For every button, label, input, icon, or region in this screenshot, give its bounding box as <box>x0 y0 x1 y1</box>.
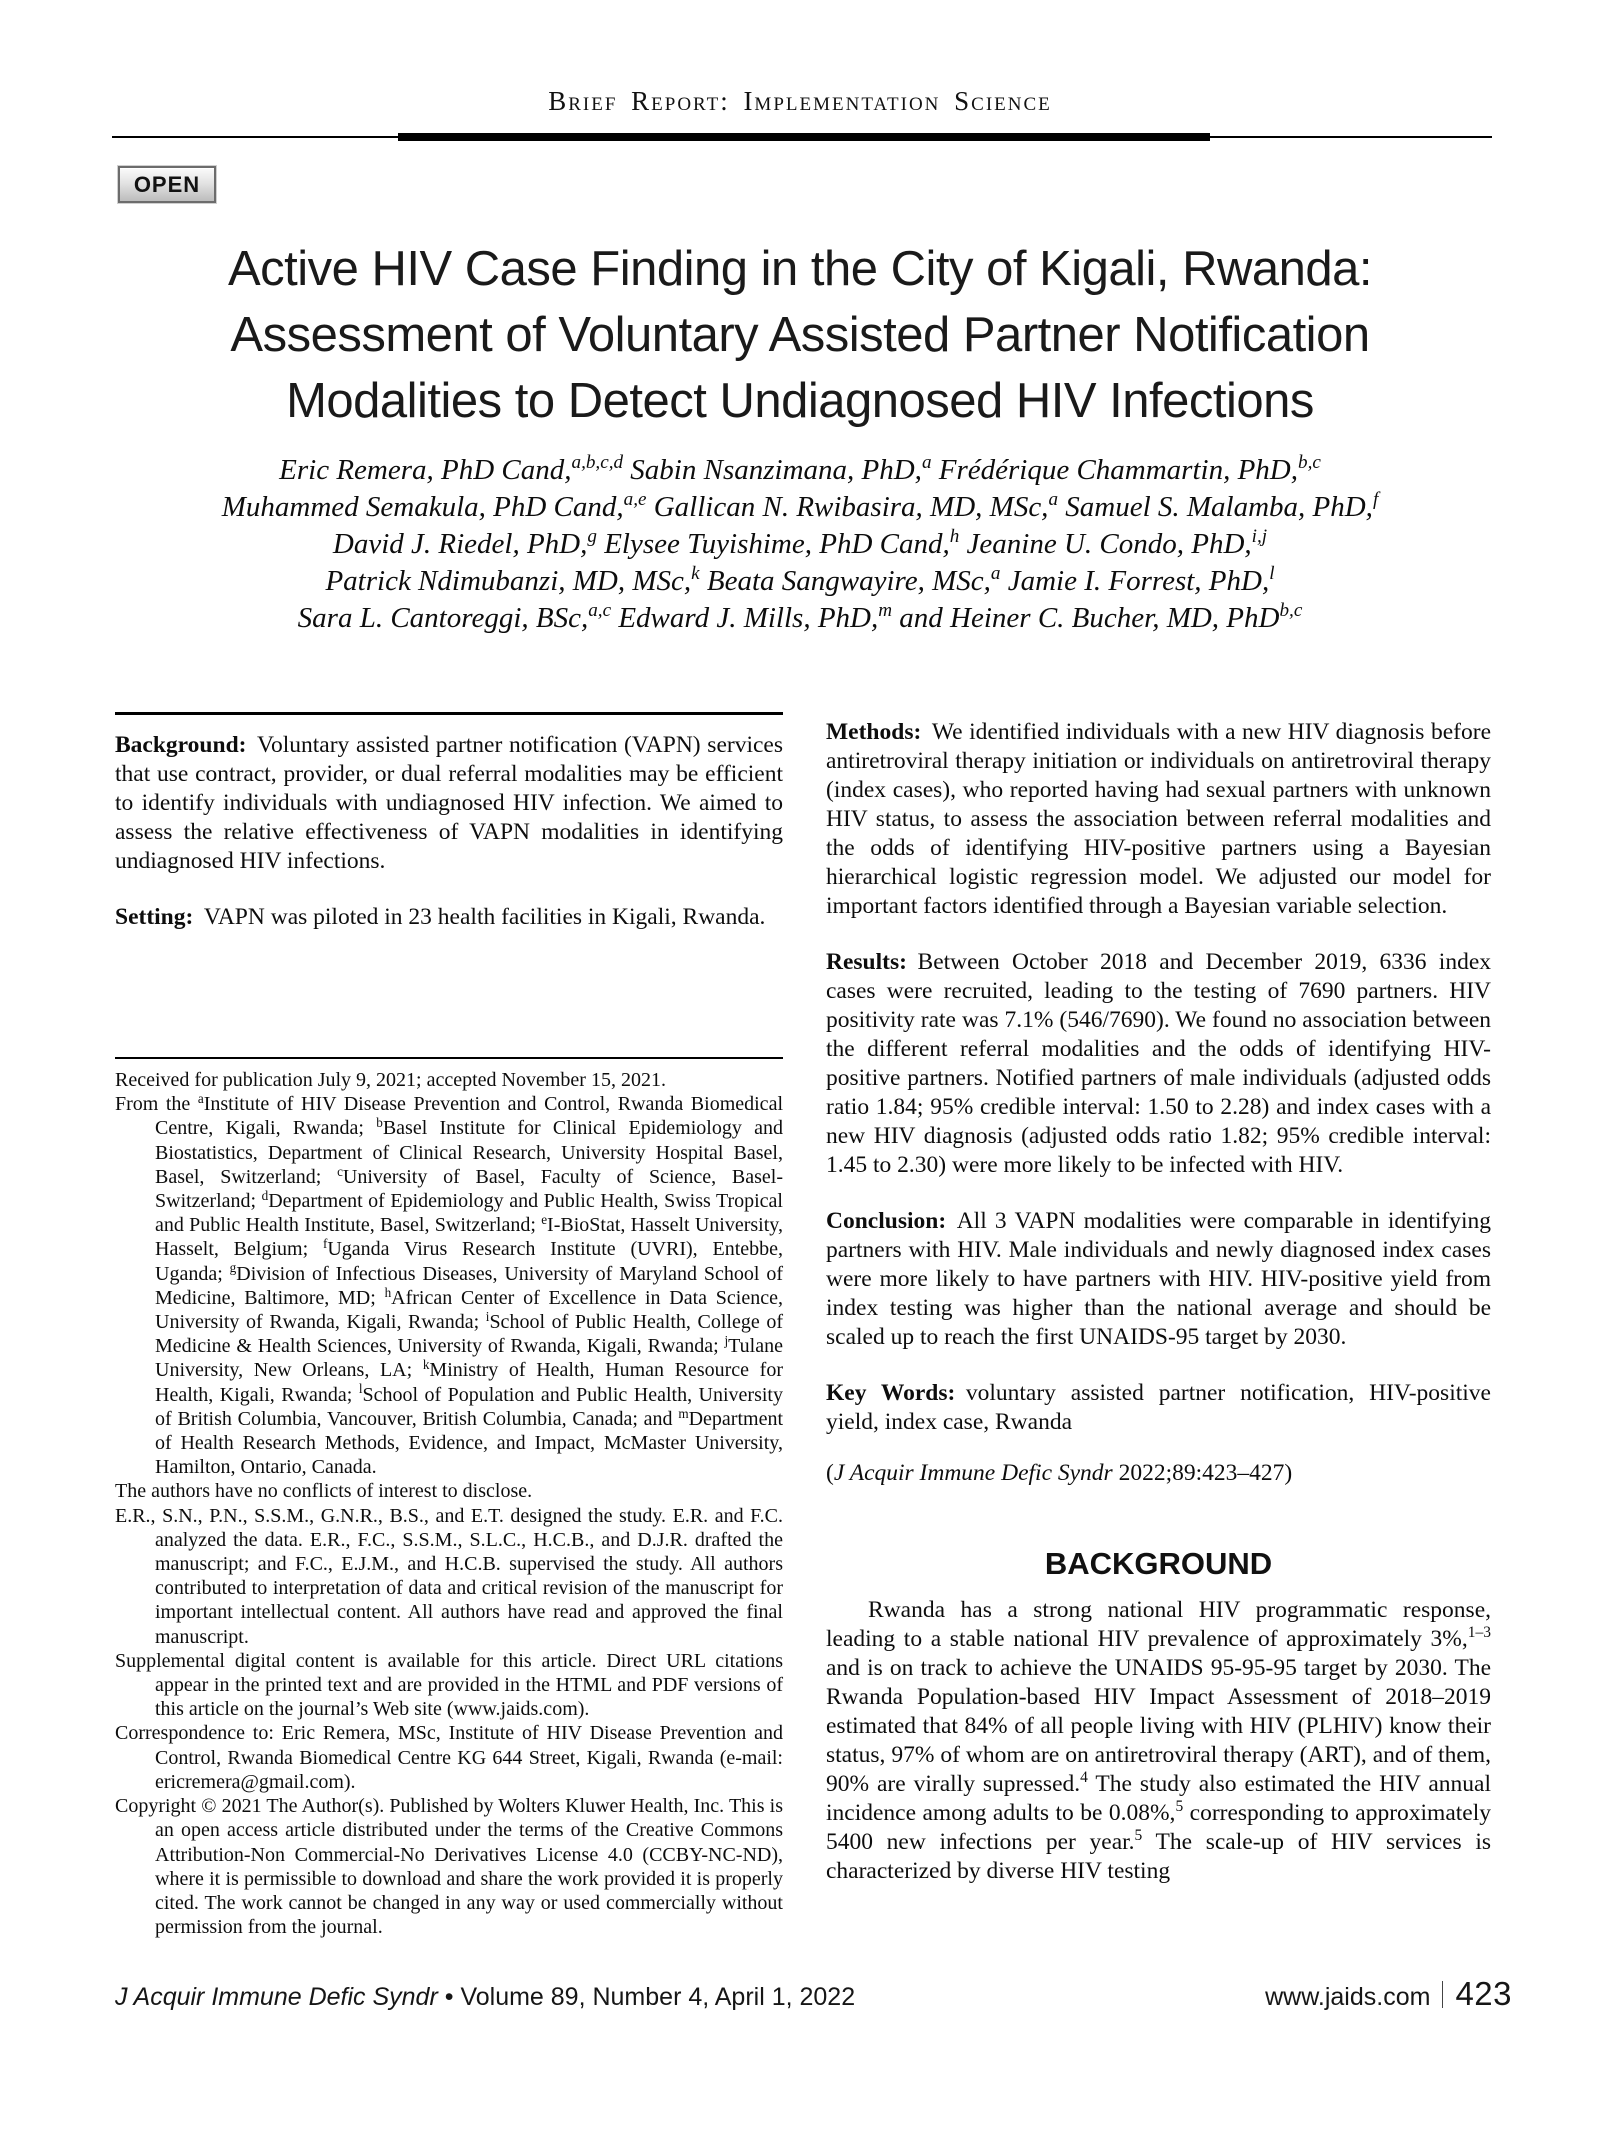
abstract-section-methods <box>826 718 1491 921</box>
abstract-text-setting: VAPN was piloted in 23 health facilities in Kigali, Rwanda. <box>203 904 766 930</box>
article-title-line-3: Modalities to Detect Undiagnosed HIV Infections <box>286 374 1314 428</box>
journal-section-header: Brief Report: Implementation Science <box>548 86 1052 116</box>
header-rule <box>112 133 1492 141</box>
background-paragraph: Rwanda has a strong national HIV programmatic response, leading to a stable national HIV prevalence of approximately 3%,$^{1-3}$ and is on track to achieve the UNAIDS 95-95-95 target by 2030. The Rwanda Population-based HIV Impact Assessment of 2018–2019 estimated that 84% of all people living with HIV (PLHIV) know their status, 97% of whom are on antiretroviral therapy (ART), and of them, 90% are virally supressed.$^4$ The study also estimated the HIV annual incidence among adults to be 0.08%,$^5$ corresponding to approximately 5400 new infections per year.$^5$ The scale-up of HIV services is characterized by diverse HIV testing <box>826 1597 1492 1884</box>
author-line-4: Patrick Ndimubanzi, MD, MSc,$^k$ Beata Sangwayire, MSc,$^a$ Jamie I. Forrest, PhD,$^l$ <box>325 563 1275 597</box>
abstract-rule <box>115 712 783 715</box>
author-line-3: David J. Riedel, PhD,$^g$ Elysee Tuyishime, PhD Cand,$^h$ Jeanine U. Condo, PhD,$^{i,j}$ <box>332 526 1268 560</box>
header-rule-thick <box>398 133 1210 141</box>
footer-journal-info: J Acquir Immune Defic Syndr • Volume 89, Number 4, April 1, 2022 <box>115 1983 856 2011</box>
footnote-affiliations: From the $^a$Institute of HIV Disease Prevention and Control, Rwanda Biomedical Centre, Kigali, Rwanda; $^b$Basel Institute for Clinical Epidemiology and Biostatistics, Department of Clinical Research, University Hospital Basel, Basel, Switzerland; $^c$University of Basel, Faculty of Science, Basel-Switzerland; $^d$Department of Epidemiology and Public Health, Swiss Tropical and Public Health Institute, Basel, Switzerland; $^e$I-BioStat, Hasselt University, Hasselt, Belgium; $^f$Uganda Virus Research Institute (UVRI), Entebbe, Uganda; $^g$Division of Infectious Diseases, University of Maryland School of Medicine, Baltimore, MD; $^h$African Center of Excellence in Data Science, University of Rwanda, Kigali, Rwanda; $^i$School of Public Health, College of Medicine & Health Sciences, University of Rwanda, Kigali, Rwanda; $^j$Tulane University, New Orleans, LA; $^k$Ministry of Health, Human Resource for Health, Kigali, Rwanda; $^l$School of Population and Public Health, University of British Columbia, Vancouver, British Columbia, Canada; and $^m$Department of Health Research Methods, Evidence, and Impact, McMaster University, Hamilton, Ontario, Canada. <box>115 1090 784 1479</box>
footnotes-rule <box>115 1057 783 1059</box>
page-footer <box>115 1975 1512 2013</box>
background-heading: BACKGROUND <box>1044 1546 1273 1581</box>
abstract-section-setting <box>115 903 783 932</box>
article-title-line-1: Active HIV Case Finding in the City of Kigali, Rwanda: <box>227 242 1373 296</box>
footnotes-block <box>115 1057 783 1939</box>
article-title-line-2: Assessment of Voluntary Assisted Partner Notification <box>230 308 1370 362</box>
abstract-label-methods: Methods: <box>826 719 922 745</box>
author-line-5: Sara L. Cantoreggi, BSc,$^{a,c}$ Edward J. Mills, PhD,$^m$ and Heiner C. Bucher, MD, PhD$^{b,c}$ <box>297 600 1303 634</box>
abstract-text-background: Voluntary assisted partner notification (VAPN) services that use contract, provider, or dual referral modalities may be efficient to identify individuals with undiagnosed HIV infection. We aimed to assess the relative effectiveness of VAPN modalities in identifying undiagnosed HIV infections. <box>115 732 783 874</box>
footer-website-link[interactable]: www.jaids.com <box>1265 1983 1431 2011</box>
abstract-label-keywords: Key Words: <box>826 1380 956 1406</box>
abstract-text-conclusion: All 3 VAPN modalities were comparable in identifying partners with HIV. Male individuals and newly diagnosed index cases were more likely to have partners with HIV. HIV-positive yield from index testing was higher than the national average and should be scaled up to reach the first UNAIDS-95 target by 2030. <box>826 1208 1491 1350</box>
footnote-received: Received for publication July 9, 2021; accepted November 15, 2021. <box>115 1069 666 1091</box>
author-line-1: Eric Remera, PhD Cand,$^{a,b,c,d}$ Sabin Nsanzimana, PhD,$^a$ Frédérique Chammartin, PhD,$^{b,c}$ <box>279 452 1321 486</box>
abstract-text-results: Between October 2018 and December 2019, 6336 index cases were recruited, leading to the testing of 7690 partners. HIV positivity rate was 7.1% (546/7690). We found no association between the different referral modalities and the odds of identifying HIV-positive partners. Notified partners of male individuals (adjusted odds ratio 1.84; 95% credible interval: 1.50 to 2.28) and index cases with a new HIV diagnosis (adjusted odds ratio 1.82; 95% credible interval: 1.45 to 2.30) were more likely to be infected with HIV. <box>826 949 1491 1178</box>
abstract-text-keywords: voluntary assisted partner notification, HIV-positive yield, index case, Rwanda <box>826 1380 1491 1435</box>
footnote-correspondence: Correspondence to: Eric Remera, MSc, Institute of HIV Disease Prevention and Control, Rwanda Biomedical Centre KG 644 Street, Kigali, Rwanda (e-mail: ericremera@gmail.com). <box>115 1722 783 1793</box>
footnote-supplemental: Supplemental digital content is available for this article. Direct URL citations appear in the printed text and are provided in the HTML and PDF versions of this article on the journal’s Web site (www.jaids.com). <box>115 1649 783 1721</box>
abstract-section-conclusion <box>826 1207 1491 1352</box>
article-title <box>60 236 1540 434</box>
abstract-label-setting: Setting: <box>115 904 194 930</box>
abstract-label-results: Results: <box>826 949 907 975</box>
abstract-section-keywords <box>826 1379 1491 1437</box>
abstract-label-background: Background: <box>115 732 247 758</box>
footer-page-number: 423 <box>1455 1975 1512 2012</box>
author-list <box>60 452 1540 637</box>
footer-separator <box>1442 1981 1443 2008</box>
article-citation: (J Acquir Immune Defic Syndr 2022;89:423–427) <box>826 1460 1293 1486</box>
abstract-right-column <box>826 711 1491 1886</box>
open-access-badge[interactable]: OPEN <box>118 166 216 203</box>
footnote-contributions: E.R., S.N., P.N., S.S.M., G.N.R., B.S., and E.T. designed the study. E.R. and F.C. analyzed the data. E.R., F.C., S.S.M., S.L.C., H.C.B., and D.J.R. drafted the manuscript; and F.C., E.J.M., and H.C.B. supervised the study. All authors contributed to interpretation of data and critical revision of the manuscript for important intellectual content. All authors have read and approved the final manuscript. <box>115 1504 783 1648</box>
abstract-text-methods: We identified individuals with a new HIV diagnosis before antiretroviral therapy initiation or individuals on antiretroviral therapy (index cases), who reported having had sexual partners with unknown HIV status, to assess the association between referral modalities and the odds of identifying HIV-positive partners using a Bayesian hierarchical logistic regression model. We adjusted our model for important factors identified through a Bayesian variable selection. <box>826 719 1491 919</box>
author-line-2: Muhammed Semakula, PhD Cand,$^{a,e}$ Gallican N. Rwibasira, MD, MSc,$^a$ Samuel S. Malamba, PhD,$^f$ <box>221 489 1379 523</box>
abstract-left-column <box>115 712 783 959</box>
footnote-conflicts: The authors have no conflicts of interest to disclose. <box>115 1480 533 1503</box>
abstract-label-conclusion: Conclusion: <box>826 1208 947 1234</box>
abstract-section-background <box>115 731 783 876</box>
footnote-copyright: Copyright © 2021 The Author(s). Published by Wolters Kluwer Health, Inc. This is an open access article distributed under the terms of the Creative Commons Attribution-Non Commercial-No Derivatives License 4.0 (CCBY-NC-ND), where it is permissible to download and share the work provided it is properly cited. The work cannot be changed in any way or used commercially without permission from the journal. <box>115 1795 783 1939</box>
abstract-section-results <box>826 948 1491 1180</box>
footer-right <box>1265 1975 1512 2013</box>
